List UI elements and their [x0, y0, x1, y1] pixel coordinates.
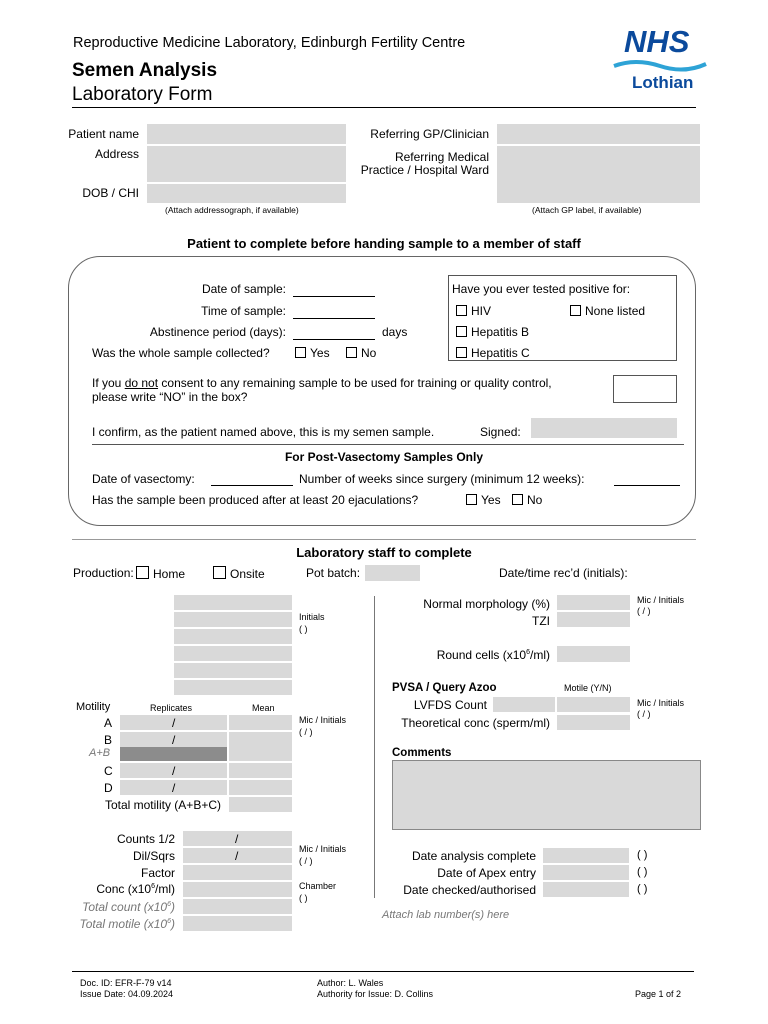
- slash: /: [172, 781, 176, 795]
- whole-sample-label: Was the whole sample collected?: [92, 346, 270, 360]
- counts-mic-paren: ( / ): [299, 856, 313, 866]
- date-analysis-complete-label: Date analysis complete: [411, 849, 536, 863]
- comments-label: Comments: [392, 747, 452, 759]
- conc-label: Conc $(x10^6/ml)$: [96, 882, 175, 896]
- counts-mic-initials: Mic / Initials: [299, 844, 347, 854]
- days-label: days: [382, 325, 408, 339]
- initials-label: Initials: [299, 612, 325, 622]
- motile-yn-label: Motile (Y/N): [564, 683, 612, 693]
- nhs-logo-text: NHS: [624, 24, 690, 59]
- motility-row-d-label: D: [104, 781, 113, 795]
- pot-batch-label: Pot batch:: [306, 566, 361, 580]
- normal-morphology-label: Normal morphology (%): [423, 597, 550, 611]
- slash: /: [235, 832, 239, 846]
- counts-label: Counts 1/2: [116, 832, 175, 846]
- date-of-sample-line[interactable]: [293, 296, 375, 297]
- date-apex-label: Date of Apex entry: [437, 866, 536, 880]
- total-motility-field[interactable]: [229, 797, 292, 812]
- slash: /: [172, 716, 176, 730]
- date-checked-field[interactable]: [543, 882, 629, 897]
- checkbox[interactable]: [466, 494, 477, 505]
- motility-a-mean[interactable]: [229, 715, 292, 730]
- appearance-field[interactable]: [174, 629, 292, 644]
- motility-mic-initials: Mic / Initials: [299, 715, 347, 725]
- onsite-option[interactable]: Onsite: [213, 566, 265, 581]
- total-motility-label: Total motility (A+B+C): [104, 798, 221, 812]
- abstinence-line[interactable]: [293, 339, 375, 340]
- chamber-label: Chamber: [299, 881, 337, 891]
- gp-field[interactable]: [497, 124, 700, 144]
- production-label: Production:: [73, 566, 134, 580]
- tzi-field[interactable]: [557, 612, 630, 627]
- gp-label-note: (Attach GP label, if available): [532, 205, 642, 215]
- post-vasectomy-heading: For Post-Vasectomy Samples Only: [284, 450, 484, 464]
- lab-name: Reproductive Medicine Laboratory, Edinburgh Fertility Centre: [73, 35, 466, 51]
- signature-field[interactable]: [531, 418, 677, 438]
- dil-label: Dil/Sqrs: [132, 849, 175, 863]
- total-motile-field[interactable]: [183, 916, 292, 931]
- replicates-label: Replicates: [150, 703, 193, 713]
- abstinence-label: Abstinence period (days):: [149, 325, 286, 339]
- post-vasectomy-rule: [92, 444, 684, 445]
- time-of-sample-label: Time of sample:: [201, 304, 286, 318]
- slash: /: [235, 849, 239, 863]
- consent-no-box[interactable]: [613, 375, 677, 403]
- hep-b-option[interactable]: Hepatitis B: [456, 325, 529, 339]
- whole-no-option[interactable]: No: [346, 346, 376, 360]
- patient-name-field[interactable]: [147, 124, 346, 144]
- gp-label: Referring GP/Clinician: [370, 127, 489, 141]
- total-motile-label: Total motile $(x10^6)$: [79, 917, 175, 931]
- practice-label-1: Referring Medical: [394, 150, 489, 164]
- signed-label: Signed:: [480, 425, 521, 439]
- volume-field[interactable]: [174, 612, 292, 627]
- practice-field[interactable]: [497, 146, 700, 203]
- date-received-label: Date/time rec’d (initials):: [499, 566, 628, 580]
- vasectomy-date-line[interactable]: [211, 485, 293, 486]
- ejac-no-option[interactable]: No: [512, 493, 542, 507]
- factor-field[interactable]: [183, 865, 292, 880]
- viscosity-field[interactable]: [174, 663, 292, 678]
- analysis-delay-field[interactable]: [174, 595, 292, 610]
- patient-section-heading: Patient to complete before handing sample to a member of staff: [187, 236, 581, 251]
- checkbox[interactable]: [213, 566, 226, 579]
- checkbox[interactable]: [512, 494, 523, 505]
- comments-field[interactable]: [392, 760, 701, 830]
- theoretical-conc-field[interactable]: [557, 715, 630, 730]
- time-of-sample-line[interactable]: [293, 318, 375, 319]
- vasectomy-date-label: Date of vasectomy:: [92, 472, 195, 486]
- round-cells-label: Round cells $(x10^6/ml)$: [436, 648, 550, 662]
- lvfds-label: LVFDS Count: [413, 698, 487, 712]
- weeks-label: Number of weeks since surgery (minimum 12 weeks):: [299, 472, 585, 486]
- pvsa-mic-initials: Mic / Initials: [637, 698, 685, 708]
- initials-paren: ( ): [299, 624, 308, 634]
- mean-label: Mean: [252, 703, 275, 713]
- address-label: Address: [94, 147, 139, 161]
- patient-name-label: Patient name: [68, 127, 139, 141]
- theoretical-conc-label: Theoretical conc (sperm/ml): [401, 716, 550, 730]
- motility-d-mean[interactable]: [229, 780, 292, 795]
- checkbox[interactable]: [295, 347, 306, 358]
- footer-rule: [72, 971, 694, 972]
- checkbox[interactable]: [456, 326, 467, 337]
- lvfds-field[interactable]: [493, 697, 555, 712]
- motile-yn-field[interactable]: [557, 697, 630, 712]
- paren: ( ): [637, 849, 648, 861]
- motility-b-mean[interactable]: [229, 732, 292, 747]
- motility-row-a-label: A: [104, 716, 113, 730]
- round-cells-field[interactable]: [557, 646, 630, 662]
- morph-mic-initials: Mic / Initials: [637, 595, 685, 605]
- hep-c-option[interactable]: Hepatitis C: [456, 346, 530, 360]
- attach-lab-number: Attach lab number(s) here: [382, 909, 510, 921]
- motility-ab-mean[interactable]: [229, 747, 292, 761]
- pvsa-mic-paren: ( / ): [637, 709, 651, 719]
- checkbox[interactable]: [570, 305, 581, 316]
- conc-field[interactable]: [183, 882, 292, 897]
- ph-field[interactable]: [174, 680, 292, 695]
- slash: /: [172, 764, 176, 778]
- practice-label-2: Practice / Hospital Ward: [360, 163, 489, 177]
- motility-c-mean[interactable]: [229, 763, 292, 778]
- total-count-label: Total count $(x10^6)$: [82, 900, 175, 914]
- none-listed-option[interactable]: None listed: [570, 304, 645, 318]
- ejaculations-label: Has the sample been produced after at least 20 ejaculations?: [92, 493, 419, 507]
- date-apex-field[interactable]: [543, 865, 629, 880]
- tested-positive-heading: Have you ever tested positive for:: [452, 282, 631, 296]
- hiv-option[interactable]: HIV: [456, 304, 491, 318]
- date-analysis-complete-field[interactable]: [543, 848, 629, 863]
- consent-text-line2: please write “NO” in the box?: [92, 390, 248, 404]
- column-divider: [374, 596, 375, 898]
- address-field[interactable]: [147, 146, 346, 182]
- factor-label: Factor: [140, 866, 175, 880]
- paren: ( ): [637, 866, 648, 878]
- tzi-label: TZI: [532, 614, 550, 628]
- liquefaction-field[interactable]: [174, 646, 292, 661]
- motility-row-b-label: B: [104, 733, 113, 747]
- motility-row-c-label: C: [104, 764, 113, 778]
- lab-section-rule: [72, 539, 696, 540]
- nhs-wave-icon: [612, 58, 708, 74]
- nhs-logo: [612, 24, 708, 96]
- checkbox[interactable]: [456, 347, 467, 358]
- paren: ( ): [637, 883, 648, 895]
- header-rule: [72, 107, 696, 108]
- lothian-text: Lothian: [632, 73, 694, 92]
- doc-id: Doc. ID: EFR-F-79 v14: [80, 978, 172, 988]
- motility-ab-replicates: [120, 747, 227, 761]
- motility-mic-paren: ( / ): [299, 727, 313, 737]
- motility-row-ab-label: A+B: [89, 747, 111, 759]
- author: Author: L. Wales: [317, 978, 384, 988]
- weeks-line[interactable]: [614, 485, 680, 486]
- confirm-text: I confirm, as the patient named above, this is my semen sample.: [92, 425, 435, 439]
- total-count-field[interactable]: [183, 899, 292, 914]
- issue-date: Issue Date: 04.09.2024: [80, 989, 174, 999]
- chamber-paren: ( ): [299, 893, 308, 903]
- date-checked-label: Date checked/authorised: [403, 883, 536, 897]
- lab-section-heading: Laboratory staff to complete: [296, 545, 472, 560]
- morph-mic-paren: ( / ): [637, 606, 651, 616]
- motility-label: Motility: [76, 701, 111, 713]
- page-number: Page 1 of 2: [635, 989, 682, 999]
- checkbox[interactable]: [136, 566, 149, 579]
- pot-batch-field[interactable]: [365, 565, 420, 581]
- dob-chi-field[interactable]: [147, 184, 346, 203]
- dob-label: DOB / CHI: [82, 186, 139, 200]
- ejac-yes-option[interactable]: Yes: [466, 493, 501, 507]
- form-title: Semen Analysis: [72, 60, 218, 81]
- form-subtitle: Laboratory Form: [72, 84, 213, 105]
- authority: Authority for Issue: D. Collins: [317, 989, 434, 999]
- consent-text: If you do not consent to any remaining sample to be used for training or quality control,: [92, 376, 552, 390]
- whole-yes-option[interactable]: Yes: [295, 346, 330, 360]
- pvsa-heading: PVSA / Query Azoo: [392, 682, 497, 694]
- addressograph-note: (Attach addressograph, if available): [165, 205, 299, 215]
- normal-morphology-field[interactable]: [557, 595, 630, 610]
- checkbox[interactable]: [456, 305, 467, 316]
- home-option[interactable]: Home: [136, 566, 185, 581]
- date-of-sample-label: Date of sample:: [201, 282, 286, 296]
- slash: /: [172, 733, 176, 747]
- checkbox[interactable]: [346, 347, 357, 358]
